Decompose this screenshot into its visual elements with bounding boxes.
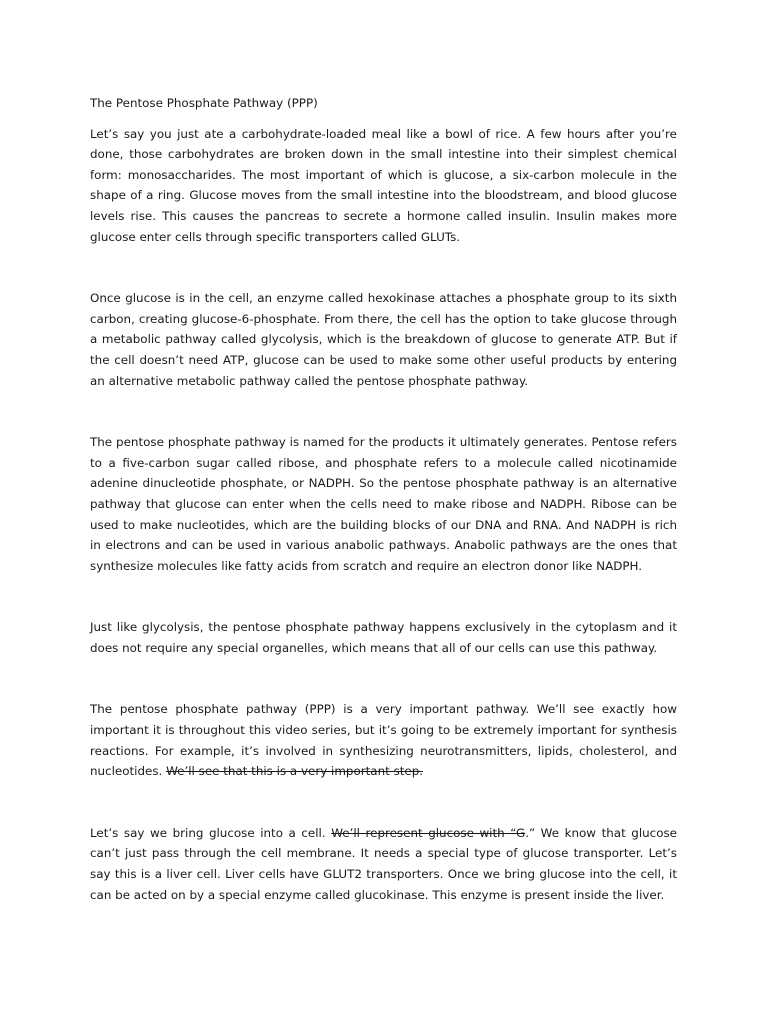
document-page [90,93,677,905]
paragraph-3-text: The pentose phosphate pathway is named for the products it ultimately generates. Pentose refers to a five-carbon sugar called ribose, and phosphate refers to a molecule called nicotinamide adenine dinucleotide phosphate, or NADPH. So the pentose phosphate pathway is an alternative pathway that glucose can enter when the cells need to make ribose and NADPH. Ribose can be used to make nucleotides, which are the building blocks of our DNA and RNA. And NADPH is rich in electrons and can be used in various anabolic pathways. Anabolic pathways are the ones that synthesize molecules like fatty acids from scratch and require an electron donor like NADPH. [90,435,677,573]
paragraph-gap [90,576,677,617]
paragraph-2 [90,288,677,391]
document-title: The Pentose Phosphate Pathway (PPP) [90,96,318,110]
paragraph-gap [90,658,677,699]
paragraph-6 [90,823,677,905]
paragraph-4-text: Just like glycolysis, the pentose phosphate pathway happens exclusively in the cytoplasm and it does not require any special organelles, which means that all of our cells can use this pathway. [90,620,677,655]
paragraph-gap [90,247,677,288]
paragraph-1 [90,124,677,248]
paragraph-6-text: Let’s say we bring glucose into a cell. [90,825,332,840]
paragraph-5-text: The pentose phosphate pathway (PPP) is a very important pathway. We’ll see exactly how important it is throughout this video series, but it’s going to be extremely important for synthesis reactions. For example, it’s involved in synthesizing neurotransmitters, lipids, cholesterol, and nucleotides. [90,702,677,779]
paragraph-1-text: Let’s say you just ate a carbohydrate-loaded meal like a bowl of rice. A few hours after you’re done, those carbohydrates are broken down in the small intestine into their simplest chemical form: monosaccharides. The most important of which is glucose, a six-carbon molecule in the shape of a ring. Glucose moves from the small intestine into the bloodstream, and blood glucose levels rise. This causes the pancreas to secrete a hormone called insulin. Insulin makes more glucose enter cells through specific transporters called GLUTs. [90,126,677,244]
paragraph-gap [90,391,677,432]
paragraph-gap [90,782,677,823]
paragraph-6-struck-text: We’ll represent glucose with “G [331,825,526,840]
paragraph-5 [90,699,677,781]
paragraph-3 [90,432,677,576]
paragraph-6-text-after: .” We know that glucose can’t just pass through the cell membrane. It needs a special type of glucose transporter. Let’s say this is a liver cell. Liver cells have GLUT2 transporters. Once we bring glucose into the cell, it can be acted on by a special enzyme called glucokinase. This enzyme is present inside the liver. [90,825,677,902]
paragraph-2-text: Once glucose is in the cell, an enzyme called hexokinase attaches a phosphate group to its sixth carbon, creating glucose-6-phosphate. From there, the cell has the option to take glucose through a metabolic pathway called glycolysis, which is the breakdown of glucose to generate ATP. But if the cell doesn’t need ATP, glucose can be used to make some other useful products by entering an alternative metabolic pathway called the pentose phosphate pathway. [90,291,677,388]
paragraph-5-struck-text: We’ll see that this is a very important step. [166,764,424,779]
paragraph-4 [90,617,677,658]
